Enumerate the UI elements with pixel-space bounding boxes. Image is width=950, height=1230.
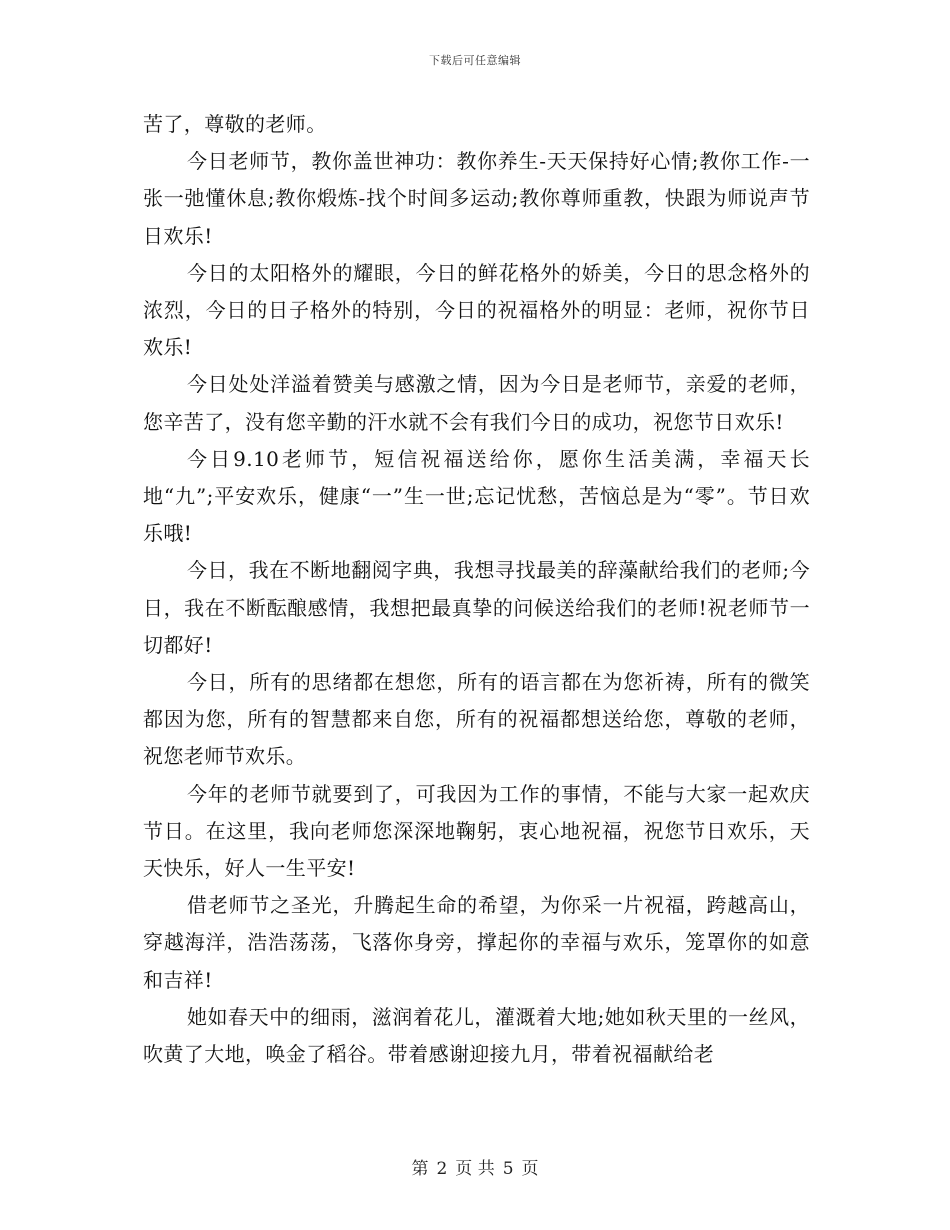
paragraph: 今日处处洋溢着赞美与感激之情，因为今日是老师节，亲爱的老师，您辛苦了，没有您辛勤的汗水就不会有我们今日的成功，祝您节日欢乐! bbox=[143, 372, 810, 434]
paragraph: 借老师节之圣光，升腾起生命的希望，为你采一片祝福，跨越高山，穿越海洋，浩浩荡荡，飞落你身旁，撑起你的幸福与欢乐，笼罩你的如意和吉祥! bbox=[143, 893, 810, 992]
paragraph-continuation: 苦了，尊敬的老师。 bbox=[143, 112, 327, 136]
footer-middle: 页 共 bbox=[455, 1159, 495, 1179]
page-header: 下载后可任意编辑 bbox=[429, 54, 521, 67]
footer-suffix: 页 bbox=[521, 1159, 539, 1179]
paragraph: 今日9.10老师节，短信祝福送给你，愿你生活美满，幸福天长地“九”;平安欢乐，健康“一”生一世;忘记忧愁，苦恼总是为“零”。节日欢乐哦! bbox=[143, 446, 810, 546]
document-body bbox=[143, 106, 810, 1073]
paragraph: 今年的老师节就要到了，可我因为工作的事情，不能与大家一起欢庆节日。在这里，我向老师您深深地鞠躬，衷心地祝福，祝您节日欢乐，天天快乐，好人一生平安! bbox=[143, 781, 810, 881]
paragraph: 今日老师节，教你盖世神功：教你养生-天天保持好心情;教你工作-一张一弛懂休息;教你煅炼-找个时间多运动;教你尊师重教，快跟为师说声节日欢乐! bbox=[143, 149, 810, 248]
total-pages-number: 5 bbox=[502, 1159, 514, 1179]
paragraph: 今日，我在不断地翻阅字典，我想寻找最美的辞藻献给我们的老师;今日，我在不断酝酿感情，我想把最真挚的问候送给我们的老师!祝老师节一切都好! bbox=[143, 558, 810, 657]
paragraph: 今日的太阳格外的耀眼，今日的鲜花格外的娇美，今日的思念格外的浓烈，今日的日子格外的特别，今日的祝福格外的明显：老师，祝你节日欢乐! bbox=[143, 260, 810, 360]
paragraph: 她如春天中的细雨，滋润着花儿，灌溉着大地;她如秋天里的一丝风，吹黄了大地，唤金了稻谷。带着感谢迎接九月，带着祝福献给老 bbox=[143, 1004, 810, 1067]
footer-prefix: 第 bbox=[411, 1159, 429, 1179]
current-page-number: 2 bbox=[436, 1159, 448, 1179]
paragraph: 今日，所有的思绪都在想您，所有的语言都在为您祈祷，所有的微笑都因为您，所有的智慧都来自您，所有的祝福都想送给您，尊敬的老师，祝您老师节欢乐。 bbox=[143, 670, 810, 769]
page-footer bbox=[0, 1154, 950, 1179]
